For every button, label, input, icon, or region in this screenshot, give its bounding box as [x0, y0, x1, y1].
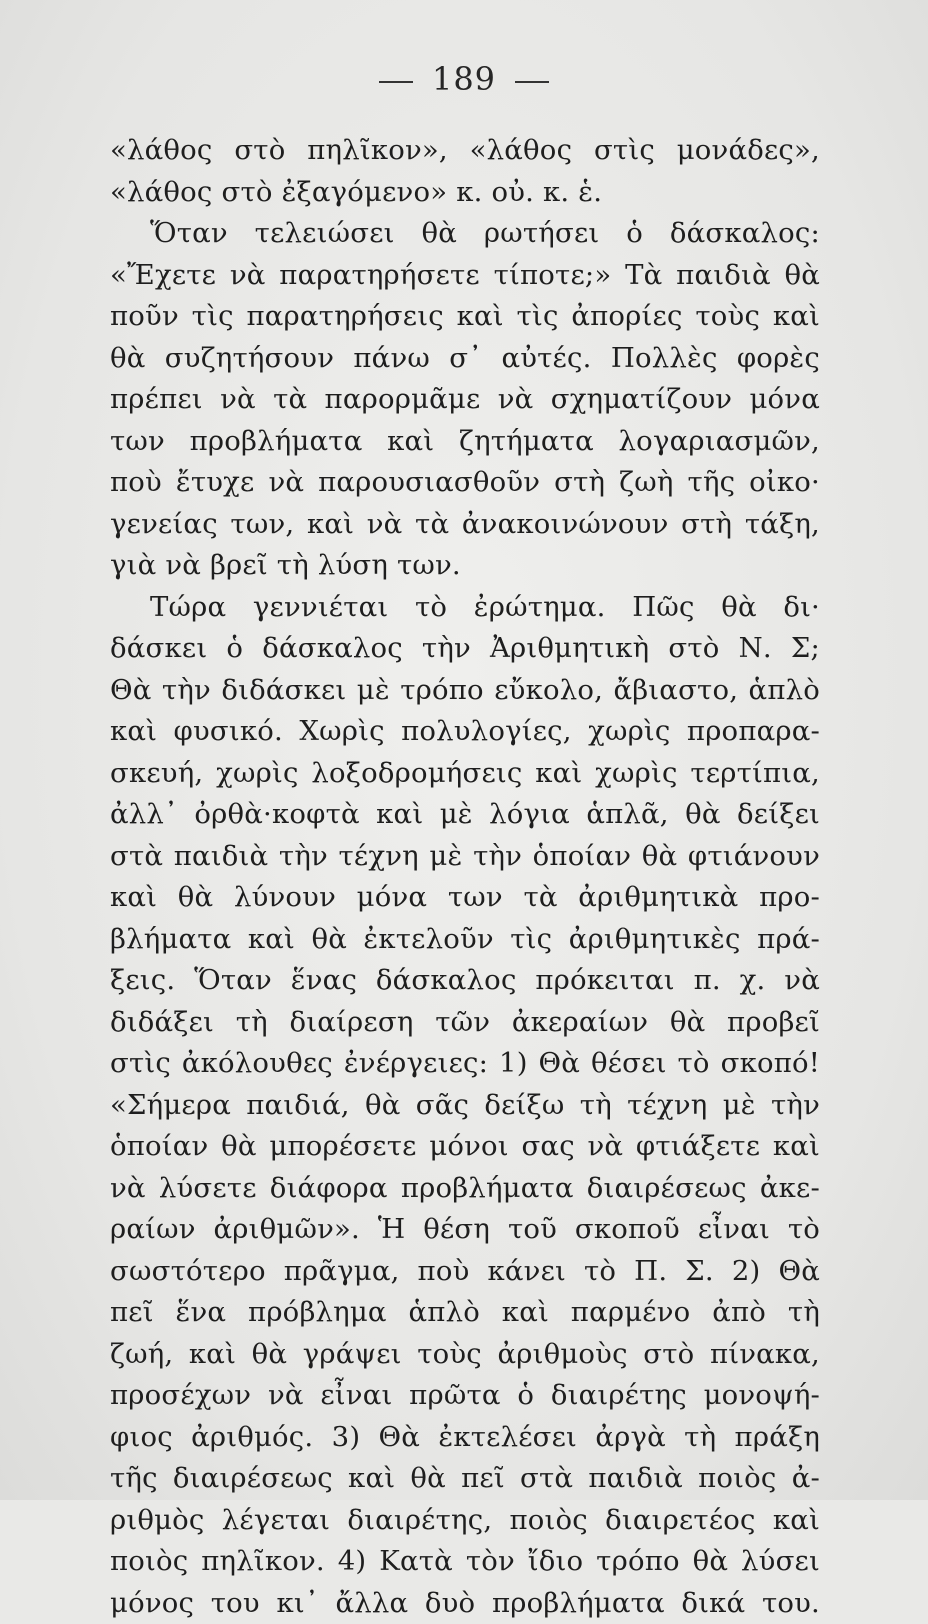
text-line: ζωή, καὶ θὰ γράψει τοὺς ἀριθμοὺς στὸ πίνακα,	[110, 1334, 820, 1376]
text-line: νὰ λύσετε διάφορα προβλήματα διαιρέσεως ἀκε-	[110, 1168, 820, 1210]
text-line: ποιὸς πηλῖκον. 4) Κατὰ τὸν ἴδιο τρόπο θὰ λύσει	[110, 1541, 820, 1583]
text-line: πεῖ ἕνα πρόβλημα ἁπλὸ καὶ παρμένο ἀπὸ τὴ	[110, 1292, 820, 1334]
text-line: καὶ φυσικό. Χωρὶς πολυλογίες, χωρὶς προπαρα-	[110, 711, 820, 753]
text-line: σκευή, χωρὶς λοξοδρομήσεις καὶ χωρὶς τερτίπια,	[110, 753, 820, 795]
text-line: θὰ συζητήσουν πάνω σ᾿ αὐτές. Πολλὲς φορὲς	[110, 338, 820, 380]
text-line: τῆς διαιρέσεως καὶ θὰ πεῖ στὰ παιδιὰ ποιὸς ἀ-	[110, 1458, 820, 1500]
text-line: στὰ παιδιὰ τὴν τέχνη μὲ τὴν ὁποίαν θὰ φτιάνουν	[110, 836, 820, 878]
text-line: Ὅταν τελειώσει θὰ ρωτήσει ὁ δάσκαλος:	[110, 213, 820, 255]
text-line: γιὰ νὰ βρεῖ τὴ λύση των.	[110, 545, 820, 587]
text-line: ὁποίαν θὰ μπορέσετε μόνοι σας νὰ φτιάξετε καὶ	[110, 1126, 820, 1168]
text-line: ποῦν τὶς παρατηρήσεις καὶ τὶς ἀπορίες τοὺς καὶ	[110, 296, 820, 338]
text-line: ποὺ ἔτυχε νὰ παρουσιασθοῦν στὴ ζωὴ τῆς οἰκο·	[110, 462, 820, 504]
left-dash	[379, 81, 413, 83]
text-line: βλήματα καὶ θὰ ἐκτελοῦν τὶς ἀριθμητικὲς πρά-	[110, 919, 820, 961]
page-number: 189	[432, 60, 496, 98]
text-line: καὶ θὰ λύνουν μόνα των τὰ ἀριθμητικὰ προ-	[110, 877, 820, 919]
text-line: διδάξει τὴ διαίρεση τῶν ἀκεραίων θὰ προβεῖ	[110, 1002, 820, 1044]
text-line: προσέχων νὰ εἶναι πρῶτα ὁ διαιρέτης μονοψή-	[110, 1375, 820, 1417]
text-line: Θὰ τὴν διδάσκει μὲ τρόπο εὔκολο, ἄβιαστο, ἁπλὸ	[110, 670, 820, 712]
text-line: ραίων ἀριθμῶν». Ἡ θέση τοῦ σκοποῦ εἶναι τὸ	[110, 1209, 820, 1251]
text-line: «Ἔχετε νὰ παρατηρήσετε τίποτε;» Τὰ παιδιὰ θὰ	[110, 255, 820, 297]
body-text	[110, 130, 820, 1624]
text-line: των προβλήματα καὶ ζητήματα λογαριασμῶν,	[110, 421, 820, 463]
text-line: δάσκει ὁ δάσκαλος τὴν Ἀριθμητικὴ στὸ Ν. Σ;	[110, 628, 820, 670]
page-number-header	[0, 60, 928, 98]
text-line: «λάθος στὸ ἐξαγόμενο» κ. οὐ. κ. ἑ.	[110, 172, 820, 214]
text-line: ἀλλ᾿ ὀρθὰ·κοφτὰ καὶ μὲ λόγια ἁπλᾶ, θὰ δείξει	[110, 794, 820, 836]
text-line: φιος ἀριθμός. 3) Θὰ ἐκτελέσει ἀργὰ τὴ πράξη	[110, 1417, 820, 1459]
text-line: Τώρα γεννιέται τὸ ἐρώτημα. Πῶς θὰ δι·	[110, 587, 820, 629]
text-line: «Σήμερα παιδιά, θὰ σᾶς δείξω τὴ τέχνη μὲ τὴν	[110, 1085, 820, 1127]
text-line: στὶς ἀκόλουθες ἐνέργειες: 1) Θὰ θέσει τὸ σκοπό!	[110, 1043, 820, 1085]
text-line: ξεις. Ὅταν ἕνας δάσκαλος πρόκειται π. χ. νὰ	[110, 960, 820, 1002]
text-line: σωστότερο πρᾶγμα, ποὺ κάνει τὸ Π. Σ. 2) Θὰ	[110, 1251, 820, 1293]
text-line: «λάθος στὸ πηλῖκον», «λάθος στὶς μονάδες»,	[110, 130, 820, 172]
text-line: πρέπει νὰ τὰ παρορμᾶμε νὰ σχηματίζουν μόνα	[110, 379, 820, 421]
text-line: μόνος του κι᾿ ἄλλα δυὸ προβλήματα δικά του.	[110, 1583, 820, 1624]
right-dash	[515, 81, 549, 83]
text-line: ριθμὸς λέγεται διαιρέτης, ποιὸς διαιρετέος καὶ	[110, 1500, 820, 1542]
text-line: γενείας των, καὶ νὰ τὰ ἀνακοινώνουν στὴ τάξη,	[110, 504, 820, 546]
